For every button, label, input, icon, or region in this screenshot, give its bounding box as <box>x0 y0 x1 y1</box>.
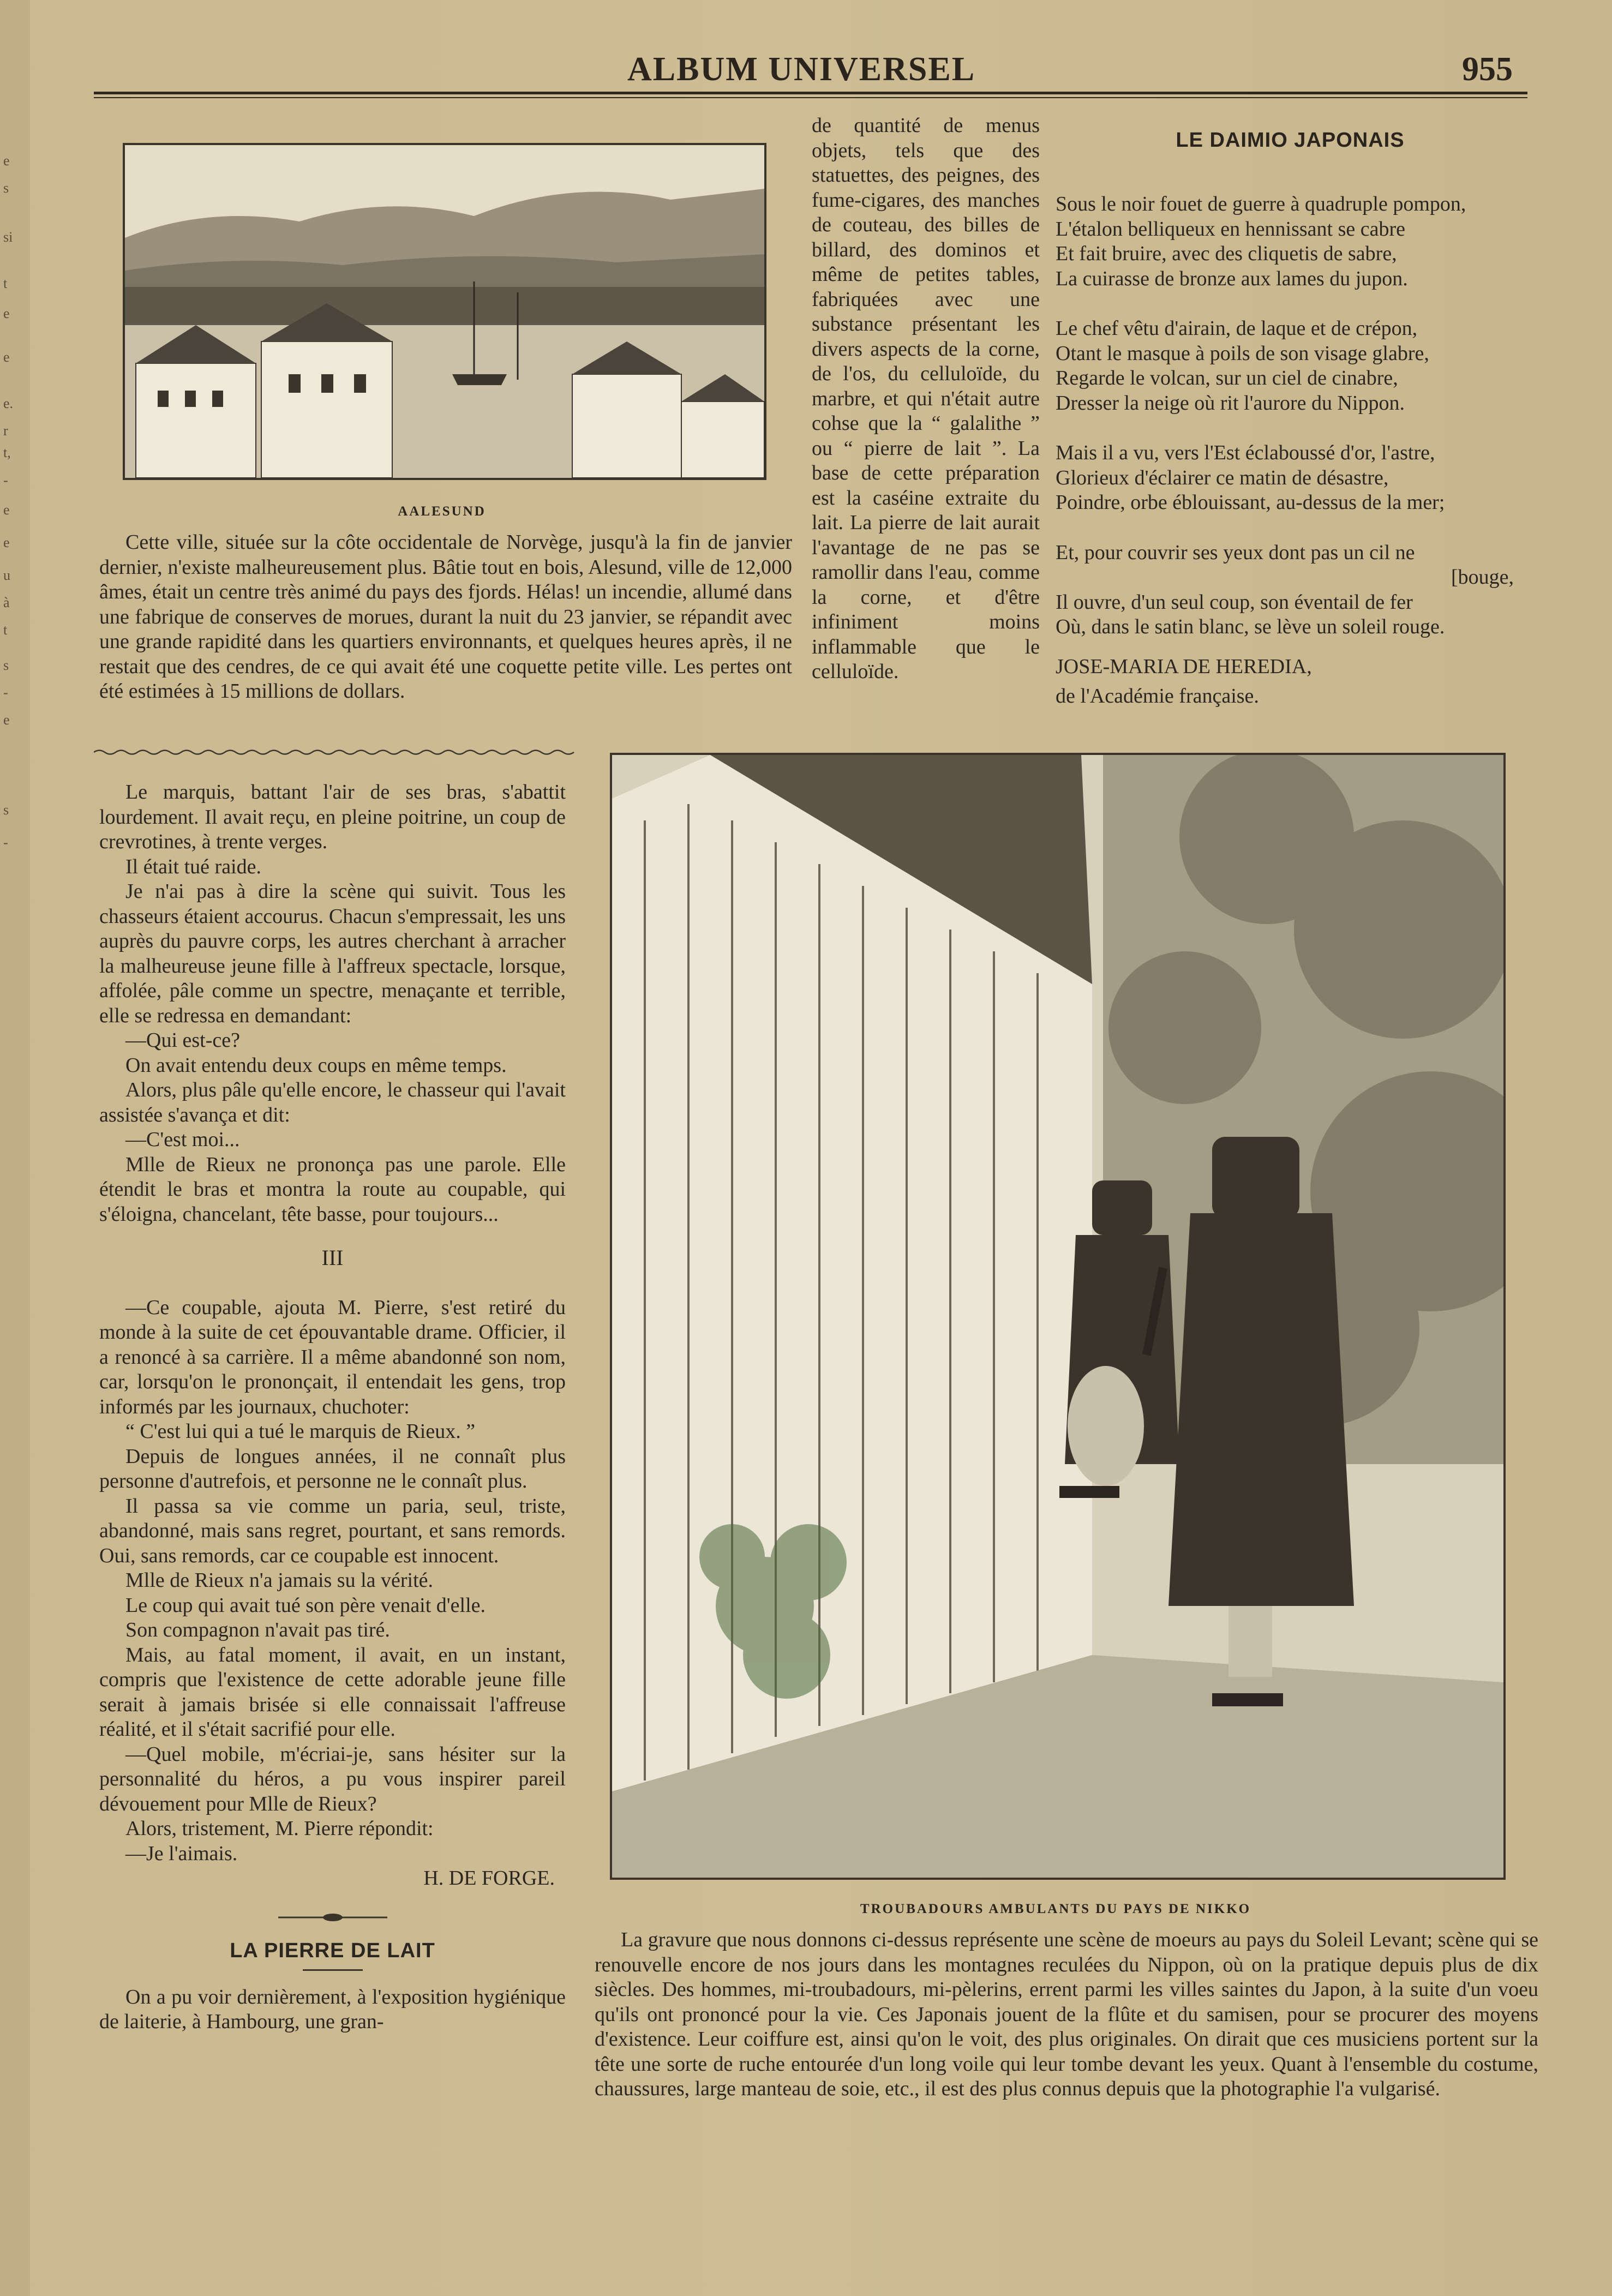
poem-line: Regarde le volcan, sur un ciel de cinabre, <box>1056 367 1398 389</box>
edge-letter: e <box>3 349 10 365</box>
edge-letter: à <box>3 595 10 610</box>
poem-line: Sous le noir fouet de guerre à quadruple pompon, <box>1056 193 1466 215</box>
masthead-title: ALBUM UNIVERSEL <box>627 51 976 88</box>
edge-letter: u <box>3 567 10 583</box>
poem-line: Et fait bruire, avec des cliquetis de sabre, <box>1056 242 1397 265</box>
edge-letter: s <box>3 180 9 196</box>
poem-line: Et, pour couvrir ses yeux dont pas un cil ne <box>1056 541 1415 564</box>
poem-line: [bouge, <box>1451 566 1514 589</box>
poem-signature <box>1056 655 1525 709</box>
poem-line: Glorieux d'éclairer ce matin de désastre, <box>1056 466 1389 489</box>
story-signature: H. DE FORGE. <box>423 1867 555 1890</box>
poem-line: L'étalon belliqueux en hennissant se cabre <box>1056 217 1406 241</box>
pierre-continuation-column <box>812 113 1040 685</box>
wavy-divider <box>94 748 579 756</box>
edge-letter: s <box>3 802 9 818</box>
ornament-icon <box>278 1913 387 1922</box>
edge-letter: t <box>3 275 8 291</box>
story-paragraph: Il était tué raide. <box>125 855 261 878</box>
poem-stanza <box>1056 441 1536 515</box>
poem-affiliation: de l'Académie française. <box>1056 684 1259 708</box>
poem-line: Poindre, orbe éblouissant, au-dessus de la mer; <box>1056 491 1445 514</box>
edge-letter: e <box>3 153 10 169</box>
poem-stanza <box>1056 192 1536 291</box>
ornament-divider <box>99 1903 566 1928</box>
story-paragraph: “ C'est lui qui a tué le marquis de Rieux. ” <box>125 1420 476 1443</box>
story-paragraph: Mlle de Rieux n'a jamais su la vérité. <box>125 1569 434 1592</box>
story-paragraph: —Je l'aimais. <box>125 1842 238 1865</box>
story-paragraph: Alors, plus pâle qu'elle encore, le chasseur qui l'avait assistée s'avança et dit: <box>99 1078 566 1126</box>
poem-line: Dresser la neige où rit l'aurore du Nippon. <box>1056 391 1405 415</box>
edge-letter: - <box>3 472 8 488</box>
troubadours-illustration <box>612 755 1503 1878</box>
aalesund-caption: AALESUND <box>398 504 486 519</box>
story-paragraph: Mais, au fatal moment, il avait, en un instant, compris que l'existence de cette adorable jeune fille serait à jamais brisée si elle connaissait l'affreuse réalité, et il s'était sacrifié pour elle. <box>99 1643 566 1741</box>
harbor-town-illustration <box>125 145 764 478</box>
pierre-lait-title: LA PIERRE DE LAIT <box>230 1939 435 1962</box>
poem-stanza <box>1056 541 1536 640</box>
story-paragraph: Le coup qui avait tué son père venait d'elle. <box>125 1593 486 1617</box>
poem-body <box>1056 192 1536 665</box>
edge-letter: e <box>3 535 10 550</box>
edge-letter: - <box>3 835 8 850</box>
story-paragraph: —Quel mobile, m'écriai-je, sans hésiter sur la personnalité du héros, a pu vous inspirer pareil dévouement pour Mlle de Rieux? <box>99 1742 566 1815</box>
story-paragraph: —C'est moi... <box>125 1128 240 1151</box>
story-paragraph: On avait entendu deux coups en même temps. <box>125 1053 507 1077</box>
troubadours-caption: TROUBADOURS AMBULANTS DU PAYS DE NIKKO <box>860 1902 1251 1916</box>
troubadours-paragraph: La gravure que nous donnons ci-dessus représente une scène de moeurs au pays du Soleil Levant; scène qui se renouvelle encore de nos jours dans les montagnes reculées du Nippon, où on la pratique depuis plus de dix siècles. Des hommes, mi-troubadours, mi-pèlerins, errent parmi les villes saintes du Japon, à la suite d'un voeu qu'ils ont prononcé pour la vie. Ces Japonais jouent de la flûte et du samisen, pour se procurer des moyens d'existence. Leur coiffure est, ainsi qu'on le voit, des plus originales. On dirait que ces musiciens portent sur la tête une sorte de ruche entourée d'un long voile qui leur tombe devant les yeux. Quant à l'ensemble du costume, chaussures, large manteau de soie, etc., il est des plus connus depuis que la photographie l'a vulgarisé. <box>595 1928 1538 2100</box>
poem-author: JOSE-MARIA DE HEREDIA, <box>1056 655 1312 678</box>
story-paragraph: Je n'ai pas à dire la scène qui suivit. Tous les chasseurs étaient accourus. Chacun s'empressait, les uns auprès du pauvre corps, les autres cherchant à arracher la malheureuse jeune fille à l'affreux spectacle, lorsque, affolée, pâle comme un spectre, menaçante et terrible, elle se redressa en demandant: <box>99 880 566 1027</box>
edge-letter: t, <box>3 445 11 460</box>
edge-letter: si <box>3 229 13 245</box>
story-paragraph: Depuis de longues années, il ne connaît plus personne d'autrefois, et personne ne le connaît plus. <box>99 1444 566 1492</box>
poem-stanza <box>1056 316 1536 416</box>
previous-page-edge <box>0 0 30 2296</box>
troubadours-text <box>595 1928 1538 2102</box>
poem-line: Le chef vêtu d'airain, de laque et de crépon, <box>1056 317 1418 340</box>
edge-letter: - <box>3 685 8 700</box>
poem-line: Où, dans le satin blanc, se lève un soleil rouge. <box>1056 615 1445 638</box>
story-paragraph: —Ce coupable, ajouta M. Pierre, s'est retiré du monde à la suite de cet épouvantable drame. Officier, il a renoncé à sa carrière. Il a même abandonné son nom, car, lorsqu'on le prononçait, il entendait les gens, trop informés par les journaux, chuchoter: <box>99 1296 566 1418</box>
story-paragraph: Il passa sa vie comme un paria, seul, triste, abandonné, mais sans regret, pourtant, et sans remords. Oui, sans remords, car ce coupable est innocent. <box>99 1494 566 1567</box>
header-rule-thin <box>94 97 1527 98</box>
edge-letter: e <box>3 305 10 321</box>
story-paragraph: Alors, tristement, M. Pierre répondit: <box>125 1817 434 1840</box>
edge-letter: t <box>3 622 8 638</box>
poem-line: Otant le masque à poils de son visage glabre, <box>1056 341 1429 365</box>
page-number: 955 <box>1462 51 1513 88</box>
edge-letter: r <box>3 423 8 439</box>
edge-letter: e <box>3 712 10 728</box>
story-paragraph: Le marquis, battant l'air de ses bras, s'abattit lourdement. Il avait reçu, en pleine poitrine, un coup de crevrotines, à trente verges. <box>99 781 566 853</box>
story-paragraph: Son compagnon n'avait pas tiré. <box>125 1618 390 1641</box>
aalesund-text <box>99 530 792 704</box>
edge-letter: e <box>3 502 10 518</box>
edge-letter: s <box>3 657 9 673</box>
title-underline <box>303 1969 363 1971</box>
poem-line: Mais il a vu, vers l'Est éclaboussé d'or, l'astre, <box>1056 441 1435 464</box>
story-paragraph: Mlle de Rieux ne prononça pas une parole. Elle étendit le bras et montra la route au coupable, qui s'éloigna, chancelant, tête basse, pour toujours... <box>99 1153 566 1226</box>
edge-letter: e. <box>3 395 14 411</box>
poem-line: La cuirasse de bronze aux lames du jupon. <box>1056 267 1408 290</box>
poem-line: Il ouvre, d'un seul coup, son éventail de fer <box>1056 590 1413 614</box>
story-column <box>99 780 566 2035</box>
aalesund-photo <box>123 143 766 480</box>
header-rule <box>94 92 1527 94</box>
aalesund-paragraph: Cette ville, située sur la côte occidentale de Norvège, jusqu'à la fin de janvier dernier, n'existe malheureusement plus. Bâtie tout en bois, Alesund, ville de 12,000 âmes, était un centre très animé du pays des fjords. Hélas! un incendie, allumé dans une fabrique de conserves de morues, durant la nuit du 23 janvier, se répandit avec une grande rapidité dans les quartiers environnants, et quelques heures après, il ne restait que des cendres, de ce qui avait été une coquette petite ville. Les pertes ont été estimées à 15 millions de dollars. <box>99 531 792 703</box>
story-paragraph: —Qui est-ce? <box>125 1029 240 1052</box>
pierre-continuation-text: de quantité de menus objets, tels que des statuettes, des peignes, des fume-cigares, des manches de couteau, des billes de billard, des dominos et même de petites tables, fabriquées avec une substance présentant les divers aspects de la corne, de l'os, du celluloïde, du marbre, et qui n'était autre cohse que la “ galalithe ” ou “ pierre de lait ”. La base de cette préparation est la caséine extraite du lait. La pierre de lait aurait l'avantage de ne pas se ramollir dans l'eau, comme la corne, et d'être infiniment moins inflammable que le celluloïde. <box>812 114 1040 683</box>
poem-title: LE DAIMIO JAPONAIS <box>1176 129 1405 152</box>
troubadours-photo <box>610 753 1506 1880</box>
section-number: III <box>321 1245 344 1270</box>
story-paragraph: On a pu voir dernièrement, à l'exposition hygiénique de laiterie, à Hambourg, une gran- <box>99 1985 566 2033</box>
